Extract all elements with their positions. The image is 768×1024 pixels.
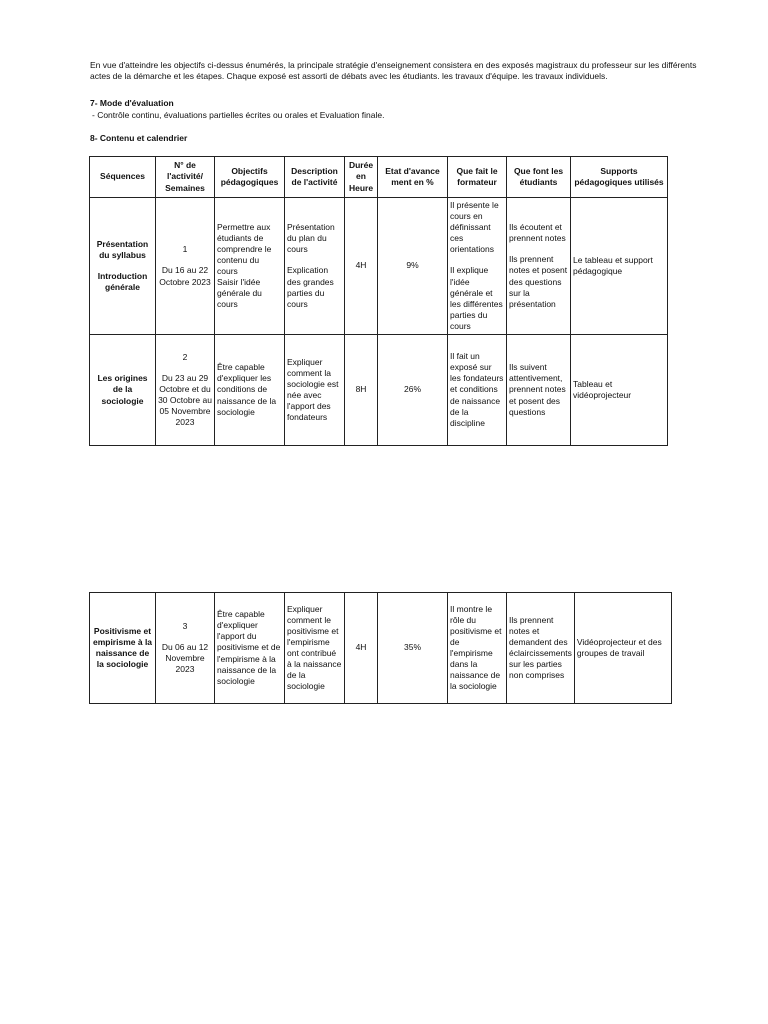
- progress-cell: 9%: [378, 198, 448, 335]
- objective-text: Saisir l'idée générale du cours: [217, 277, 262, 310]
- header-sequences: Séquences: [90, 157, 156, 198]
- students-text: Ils écoutent et prennent notes: [509, 222, 566, 244]
- activity-cell: [156, 198, 215, 335]
- objectives-cell: Être capable d'expliquer les conditions de naissance de la sociologie: [215, 335, 285, 446]
- sequence-title: Introduction générale: [97, 271, 148, 293]
- description-cell: Expliquer comment la sociologie est née avec l'apport des fondateurs: [285, 335, 345, 446]
- header-progress: Etat d'avance ment en %: [378, 157, 448, 198]
- calendar-table: [89, 156, 668, 446]
- objectives-cell: [215, 198, 285, 335]
- activity-cell: [156, 593, 215, 704]
- students-cell: Ils prennent notes et demandent des éclaircissements sur les parties non comprises: [507, 593, 575, 704]
- header-duration: Durée en Heure: [345, 157, 378, 198]
- sequence-title: Présentation du syllabus: [96, 238, 149, 260]
- supports-cell: Vidéoprojecteur et des groupes de travail: [574, 593, 671, 704]
- duration-cell: 4H: [345, 593, 378, 704]
- activity-cell: [156, 335, 215, 446]
- sequence-title: Positivisme et empirisme à la naissance de la sociologie: [90, 593, 156, 704]
- header-description: Description de l'activité: [285, 157, 345, 198]
- section-7-bullet: - Contrôle continu, évaluations partielles écrites ou orales et Evaluation finale.: [92, 110, 385, 120]
- header-trainer: Que fait le formateur: [448, 157, 507, 198]
- progress-cell: 35%: [378, 593, 448, 704]
- section-7-heading: 7- Mode d'évaluation: [90, 98, 174, 108]
- description-text: Présentation du plan du cours: [287, 222, 335, 255]
- description-text: Explication des grandes parties du cours: [287, 265, 334, 309]
- description-cell: [285, 198, 345, 335]
- supports-cell: Le tableau et support pédagogique: [571, 198, 668, 335]
- trainer-text: Il explique l'idée générale et les différentes parties du cours: [450, 265, 503, 331]
- activity-number: 1: [182, 244, 188, 255]
- supports-cell: Tableau et vidéoprojecteur: [571, 335, 668, 446]
- table-header-row: [90, 157, 668, 198]
- objectives-cell: Être capable d'expliquer l'apport du positivisme et de l'empirisme à la naissance de la sociologie: [215, 593, 285, 704]
- activity-dates: Du 16 au 22 Octobre 2023: [159, 265, 211, 287]
- header-activity-number: N° de l'activité/ Semaines: [156, 157, 215, 198]
- table-row: [90, 335, 668, 446]
- students-cell: Ils suivent attentivement, prennent notes et posent des questions: [507, 335, 571, 446]
- progress-cell: 26%: [378, 335, 448, 446]
- header-objectives: Objectifs pédagogiques: [215, 157, 285, 198]
- activity-number: 3: [182, 620, 188, 631]
- trainer-cell: Il fait un exposé sur les fondateurs et conditions de naissance de la discipline: [448, 335, 507, 446]
- intro-paragraph: En vue d'atteindre les objectifs ci-dessus énumérés, la principale stratégie d'enseignement consistera en des exposés magistraux du professeur sur les différents actes de la démarche et les étapes. Chaque exposé est assorti de débats avec les étudiants. les travaux d'équipe. les travaux individuels.: [90, 60, 697, 82]
- section-8-heading: 8- Contenu et calendrier: [90, 133, 188, 143]
- sequence-title: Les origines de la sociologie: [90, 335, 156, 446]
- trainer-text: Il présente le cours en définissant ces orientations: [450, 200, 499, 255]
- sequence-cell: [90, 198, 156, 335]
- activity-dates: Du 23 au 29 Octobre et du 30 Octobre au 05 Novembre 2023: [158, 372, 212, 428]
- description-cell: Expliquer comment le positivisme et l'empirisme ont contribué à la naissance de la sociologie: [285, 593, 345, 704]
- table-row: [90, 593, 672, 704]
- students-text: Ils prennent notes et posent des questions sur la présentation: [509, 254, 568, 309]
- trainer-cell: [448, 198, 507, 335]
- trainer-cell: Il montre le rôle du positivisme et de l'empirisme dans la naissance de la sociologie: [448, 593, 507, 704]
- duration-cell: 8H: [345, 335, 378, 446]
- table-row: [90, 198, 668, 335]
- header-students: Que font les étudiants: [507, 157, 571, 198]
- calendar-table-continued: [89, 592, 672, 704]
- header-supports: Supports pédagogiques utilisés: [571, 157, 668, 198]
- activity-dates: Du 06 au 12 Novembre 2023: [161, 641, 209, 675]
- activity-number: 2: [182, 351, 188, 362]
- objective-text: Permettre aux étudiants de comprendre le contenu du cours: [217, 221, 272, 276]
- duration-cell: 4H: [345, 198, 378, 335]
- students-cell: [507, 198, 571, 335]
